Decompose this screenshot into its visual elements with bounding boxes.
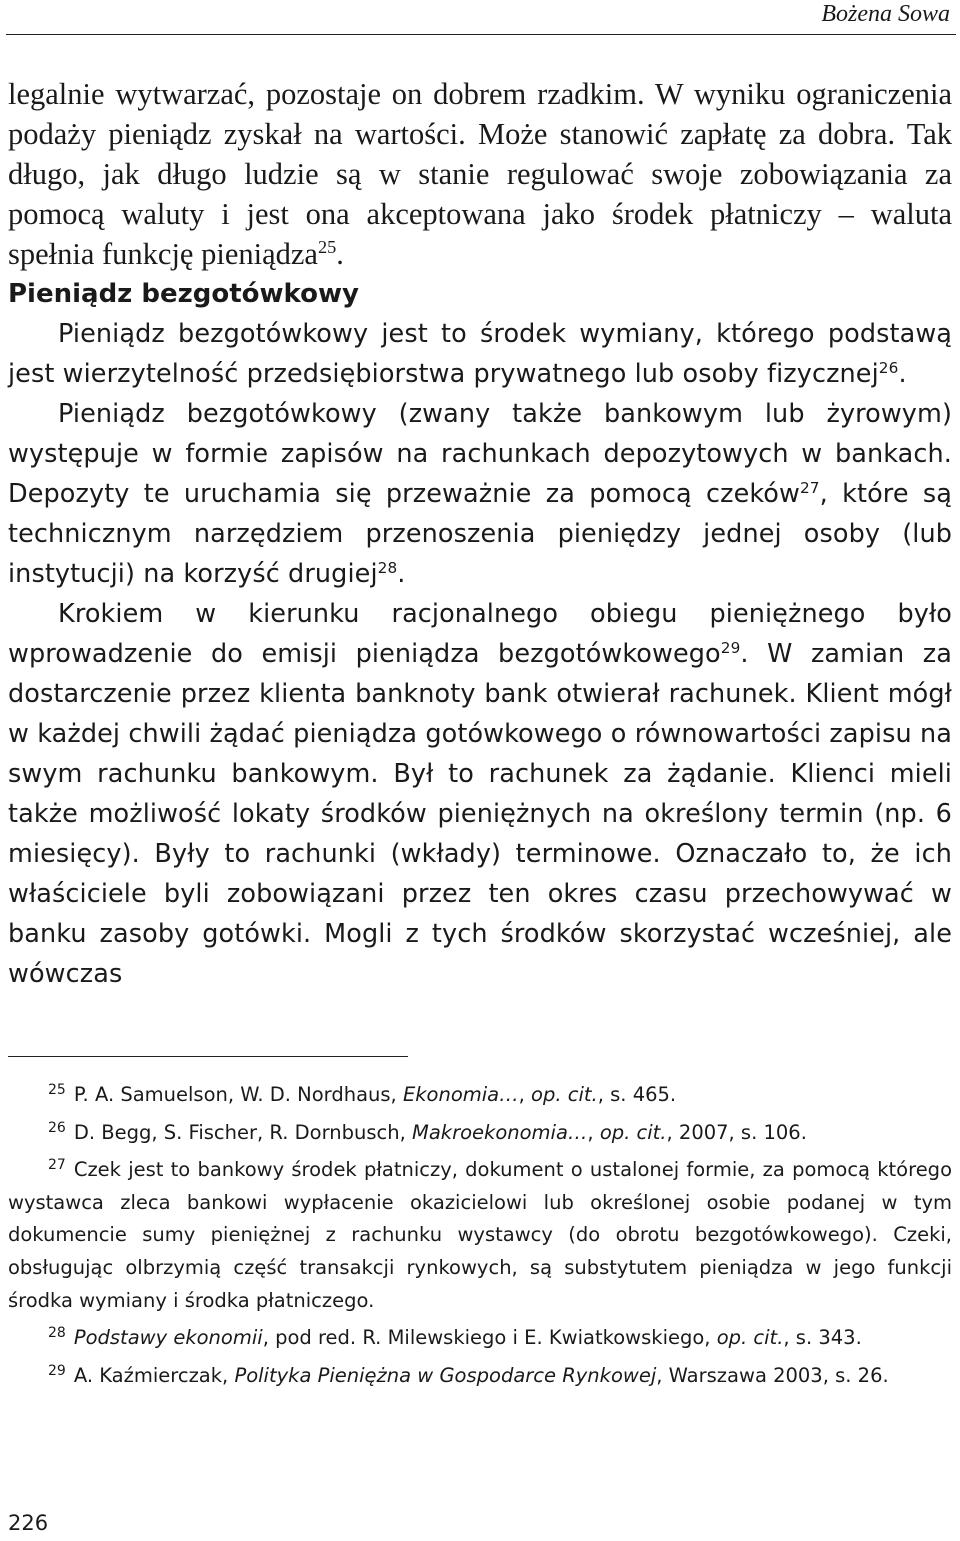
footnote-text: , 2007, s. 106. xyxy=(666,1120,807,1144)
footnote-text: , s. 465. xyxy=(597,1083,677,1106)
footnote-rule xyxy=(8,1056,408,1057)
paragraph-1 xyxy=(8,74,952,274)
footnote-text: A. Kaźmierczak, xyxy=(73,1363,235,1387)
paragraph-1-text: legalnie wytwarzać, pozostaje on dobrem rzadkim. W wyniku ograniczenia podaży pieniądz zyskał na wartości. Może stanowić zapłatę za dobra. Tak długo, jak długo ludzie są w stanie regulować swoje zobowiązania za pomocą waluty i jest ona akceptowana jako środek płatniczy – waluta spełnia funkcję pieniądza xyxy=(8,77,952,271)
paragraph-4 xyxy=(8,594,952,994)
footnote-27 xyxy=(8,1149,952,1317)
footnote-title: Podstawy ekonomii xyxy=(73,1326,263,1350)
main-text xyxy=(8,74,952,994)
paragraph-4-text-b: . W zamian za dostarczenie przez klienta banknoty bank otwierał rachunek. Klient mógł w każdej chwili żądać pieniądza gotówkowego o równowartości zapisu na swym rachunku bankowym. Był to rachunek za żądanie. Klienci mieli także możliwość lokaty środków pieniężnych na określony termin (np. 6 miesięcy). Były to rachunki (wkłady) terminowe. Oznaczało to, że ich właściciele byli zobowiązani przez ten okres czasu przechowywać w banku zasoby gotówki. Mogli z tych środków skorzystać wcześniej, ale wówczas xyxy=(8,639,952,989)
footnote-text: Czek jest to bankowy środek płatniczy, dokument o ustalonej formie, za pomocą którego wystawca zleca bankowi wypłacenie okazicielowi lub określonej osobie podanej w tym dokumencie sumy pieniężnej z rachunku wystawcy (do obrotu bezgotówkowego). Czeki, obsługując olbrzymią część transakcji rynkowych, są substytutem pieniądza w jego funkcji środka wymiany i środka płatniczego. xyxy=(8,1158,952,1312)
paragraph-3-text-a: Pieniądz bezgotówkowy (zwany także bankowym lub żyrowym) występuje w formie zapisów na rachunkach depozytowych w bankach. Depozyty te uruchamia się przeważnie za pomocą czeków xyxy=(8,399,952,509)
footnote-number: 26 xyxy=(48,1119,66,1136)
footnote-number: 27 xyxy=(48,1157,66,1174)
footnote-text: , Warszawa 2003, s. 26. xyxy=(656,1363,889,1387)
paragraph-4-text-a: Krokiem w kierunku racjonalnego obiegu pieniężnego było wprowadzenie do emisji pieniądza bezgotówkowego xyxy=(8,599,952,669)
paragraph-2 xyxy=(8,314,952,394)
footnote-ref-28[interactable]: 28 xyxy=(377,558,398,577)
footnote-title: Makroekonomia… xyxy=(412,1120,588,1144)
footnote-text: D. Begg, S. Fischer, R. Dornbusch, xyxy=(73,1120,413,1144)
footnote-26 xyxy=(8,1112,952,1150)
footnote-ref-26[interactable]: 26 xyxy=(878,358,899,377)
footnote-text: , pod red. R. Milewskiego i E. Kwiatkowskiego, xyxy=(262,1326,717,1350)
footnote-ref-27[interactable]: 27 xyxy=(799,478,820,497)
footnote-text: , xyxy=(587,1120,600,1144)
footnote-number: 25 xyxy=(48,1082,66,1098)
footnote-ref-25[interactable]: 25 xyxy=(317,237,337,258)
footnote-opcit: op. cit. xyxy=(716,1326,784,1350)
paragraph-1-end: . xyxy=(336,237,344,271)
running-header-author: Bożena Sowa xyxy=(821,1,950,27)
footnote-text: , xyxy=(518,1083,532,1106)
footnote-number: 29 xyxy=(48,1362,66,1379)
footnote-ref-29[interactable]: 29 xyxy=(720,638,741,657)
footnote-text: P. A. Samuelson, W. D. Nordhaus, xyxy=(73,1083,403,1106)
footnote-28 xyxy=(8,1317,952,1355)
paragraph-3 xyxy=(8,394,952,594)
footnote-title: Polityka Pieniężna w Gospodarce Rynkowej xyxy=(234,1363,657,1387)
paragraph-2-end: . xyxy=(898,359,907,389)
paragraph-3-text-b: , które są technicznym narzędziem przenoszenia pieniędzy jednej osoby (lub instytucji) na korzyść drugiej xyxy=(8,479,952,589)
footnote-opcit: op. cit. xyxy=(599,1120,667,1144)
footnote-text: , s. 343. xyxy=(783,1326,862,1350)
footnote-title: Ekonomia… xyxy=(402,1083,519,1106)
footnote-number: 28 xyxy=(48,1325,66,1342)
footnote-opcit: op. cit. xyxy=(531,1083,598,1106)
paragraph-3-end: . xyxy=(397,559,406,589)
footnotes xyxy=(8,1074,952,1392)
footnote-29 xyxy=(8,1355,952,1393)
section-heading: Pieniądz bezgotówkowy xyxy=(8,279,359,309)
footnote-25 xyxy=(8,1074,952,1112)
page-number: 226 xyxy=(8,1511,49,1535)
paragraph-2-text: Pieniądz bezgotówkowy jest to środek wymiany, którego podstawą jest wierzytelność przedsiębiorstwa prywatnego lub osoby fizycznej xyxy=(8,319,952,389)
header-rule xyxy=(6,34,956,35)
